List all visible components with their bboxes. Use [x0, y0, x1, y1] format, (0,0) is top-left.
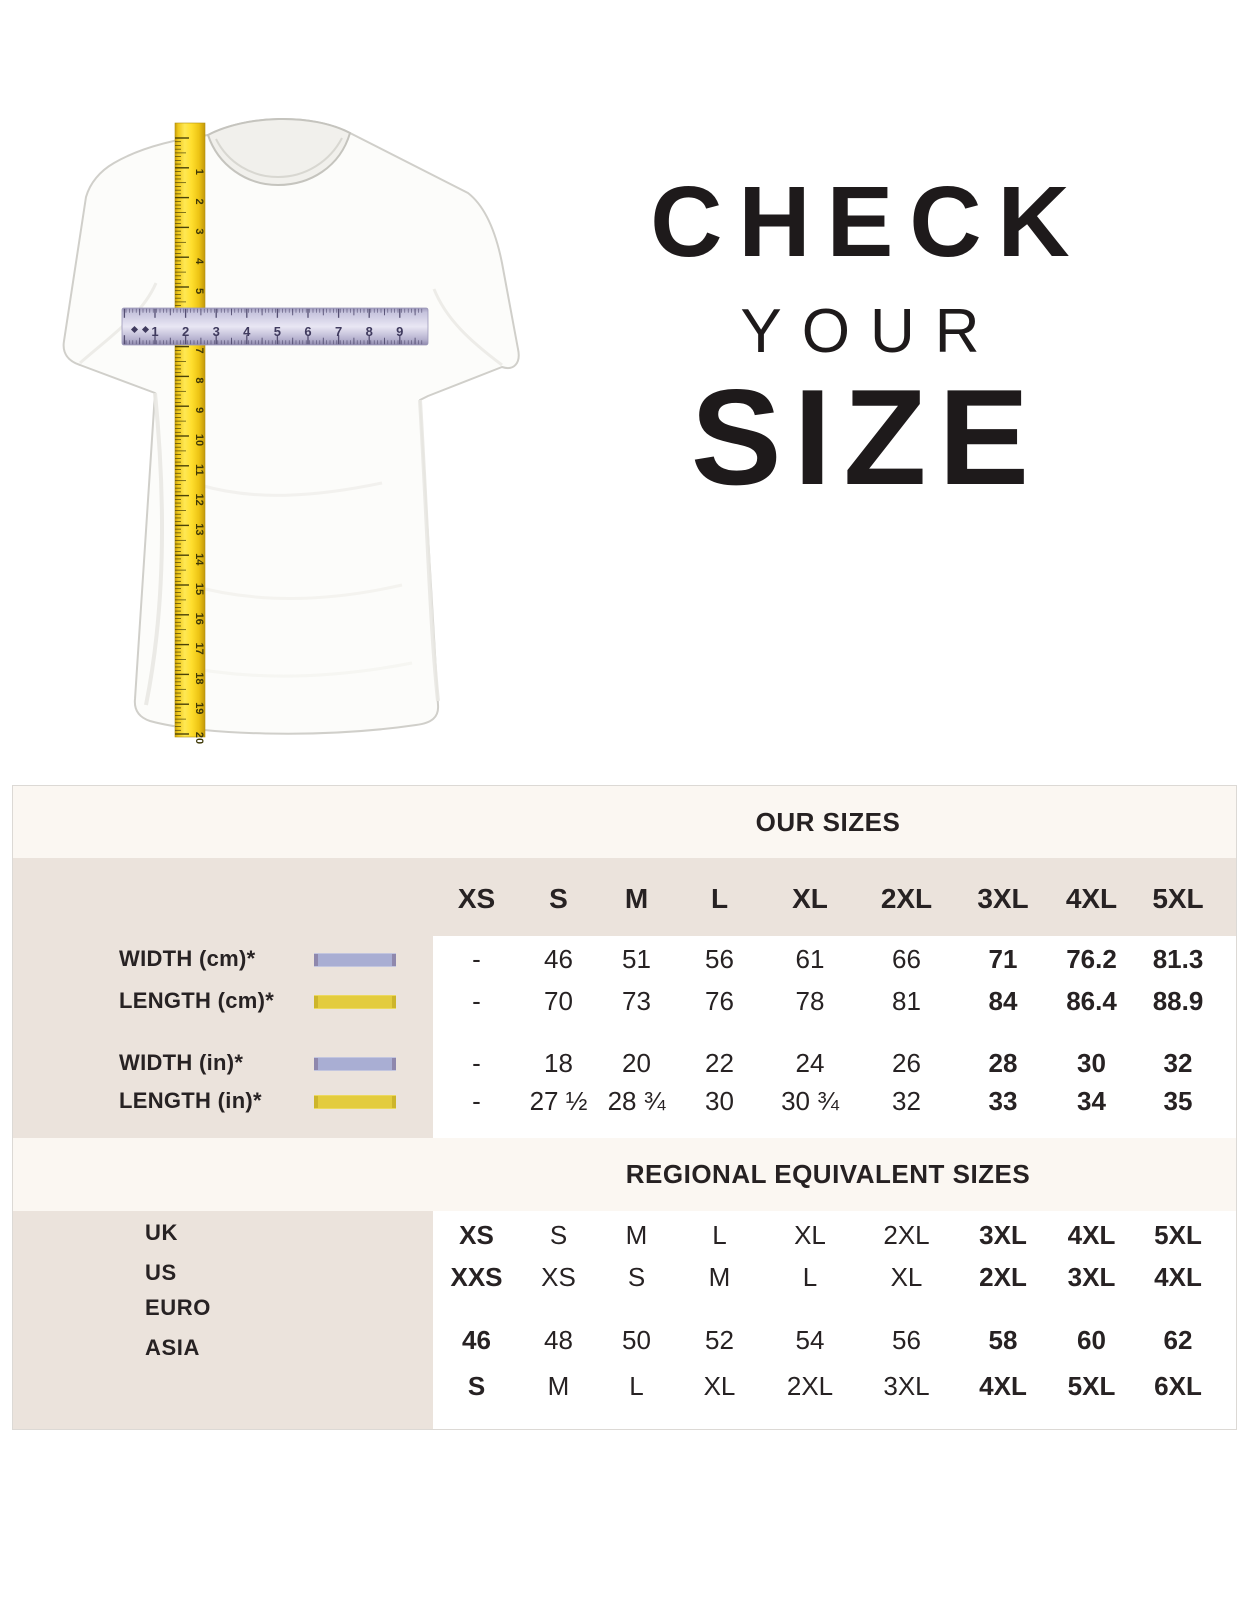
length-in-swatch	[314, 1095, 396, 1109]
size-cell: L	[712, 1219, 727, 1250]
size-cell: 58	[988, 1324, 1018, 1355]
svg-text:5: 5	[273, 324, 282, 339]
size-cell: XL	[890, 1261, 923, 1292]
column-header-5xl: 5XL	[1152, 883, 1204, 914]
svg-text:8: 8	[365, 324, 373, 339]
table-row-asia	[433, 1366, 1223, 1406]
tshirt-graphic	[50, 105, 540, 750]
svg-text:14: 14	[193, 553, 205, 566]
size-cell: 2XL	[979, 1261, 1027, 1292]
svg-text:9: 9	[193, 407, 205, 414]
size-cell: M	[547, 1370, 570, 1401]
headline-check: CHECK	[650, 166, 1086, 278]
size-cell: 66	[892, 943, 921, 974]
size-cell: XS	[459, 1219, 494, 1250]
size-cell: S	[549, 1219, 568, 1250]
size-cell: L	[629, 1370, 644, 1401]
svg-text:1: 1	[193, 168, 205, 175]
size-cell: 71	[988, 943, 1018, 974]
size-cell: XS	[541, 1261, 576, 1292]
vertical-tape-measure-icon	[175, 123, 205, 744]
length-cm-swatch	[314, 995, 396, 1009]
horizontal-ruler-icon	[122, 308, 428, 345]
width-cm-swatch	[314, 953, 396, 967]
svg-text:19: 19	[193, 702, 205, 715]
svg-text:9: 9	[396, 324, 404, 339]
size-chart-table	[12, 785, 1237, 1430]
row-label-width-in: WIDTH (in)*	[119, 1050, 244, 1075]
svg-text:15: 15	[193, 582, 205, 596]
size-cell: 52	[705, 1324, 734, 1355]
size-cell: 78	[795, 985, 825, 1016]
size-cell: 5XL	[1067, 1370, 1116, 1401]
size-cell: -	[472, 1047, 481, 1078]
size-cell: 4XL	[979, 1370, 1027, 1401]
table-row-width-cm	[433, 939, 1223, 979]
column-header-2xl: 2XL	[880, 883, 933, 914]
headline-your: YOUR	[740, 297, 1000, 366]
row-label-width-cm: WIDTH (cm)*	[119, 946, 256, 971]
size-cell: 3XL	[883, 1370, 930, 1401]
size-cell: 84	[988, 985, 1018, 1016]
svg-text:3: 3	[193, 228, 205, 235]
size-cell: S	[467, 1370, 486, 1401]
size-cell: 3XL	[979, 1219, 1027, 1250]
size-cell: 76.2	[1066, 943, 1117, 974]
table-row-length-in	[433, 1081, 1223, 1121]
our-sizes-title: OUR SIZES	[755, 806, 901, 837]
size-cell: 73	[622, 985, 651, 1016]
svg-text:17: 17	[193, 642, 205, 655]
svg-text:7: 7	[334, 324, 343, 339]
size-cell: -	[472, 943, 481, 974]
size-cell: 46	[544, 943, 573, 974]
headline-block	[620, 0, 1100, 760]
svg-text:2: 2	[193, 198, 205, 205]
size-cell: 81	[892, 985, 921, 1016]
column-header-3xl: 3XL	[977, 883, 1029, 914]
size-cell: 48	[544, 1324, 573, 1355]
size-cell: 56	[892, 1324, 921, 1355]
size-cell: 4XL	[1067, 1219, 1116, 1250]
size-cell: 35	[1163, 1085, 1193, 1116]
row-label-asia: ASIA	[145, 1335, 200, 1360]
size-cell: 24	[795, 1047, 825, 1078]
headline-size: SIZE	[690, 361, 1042, 513]
svg-text:16: 16	[193, 612, 205, 625]
table-row-length-cm	[433, 981, 1223, 1021]
size-cell: 81.3	[1152, 943, 1204, 974]
svg-text:3: 3	[212, 324, 220, 339]
tshirt-body	[64, 119, 519, 734]
svg-text:10: 10	[193, 433, 205, 447]
svg-text:5: 5	[193, 287, 205, 295]
row-label-euro: EURO	[145, 1295, 211, 1320]
size-cell: 5XL	[1154, 1219, 1202, 1250]
size-cell: 32	[1163, 1047, 1193, 1078]
table-row-us	[433, 1257, 1223, 1297]
table-row-euro	[433, 1320, 1223, 1360]
svg-text:4: 4	[243, 324, 251, 339]
size-columns-header-row	[433, 879, 1223, 919]
row-label-uk: UK	[145, 1220, 178, 1245]
size-cell: 60	[1077, 1324, 1106, 1355]
size-cell: 56	[705, 943, 734, 974]
column-header-xs: XS	[457, 883, 496, 914]
size-cell: -	[472, 1085, 481, 1116]
column-header-s: S	[549, 883, 568, 914]
size-cell: 76	[705, 985, 734, 1016]
column-header-l: L	[710, 883, 729, 914]
svg-text:18: 18	[193, 672, 205, 685]
column-header-xl: XL	[792, 883, 828, 914]
size-cell: 51	[622, 943, 651, 974]
tshirt-measurement-illustration	[50, 105, 540, 750]
size-cell: 28 ¾	[607, 1085, 666, 1116]
size-cell: 46	[462, 1324, 491, 1355]
size-cell: 22	[705, 1047, 734, 1078]
svg-text:6: 6	[304, 324, 312, 339]
size-cell: 33	[988, 1085, 1018, 1116]
size-cell: 18	[544, 1047, 573, 1078]
size-cell: M	[625, 1219, 648, 1250]
svg-text:1: 1	[151, 324, 159, 339]
size-cell: 70	[544, 985, 573, 1016]
size-cell: -	[472, 985, 481, 1016]
size-cell: XL	[794, 1219, 826, 1250]
size-cell: 54	[795, 1324, 825, 1355]
size-cell: 2XL	[786, 1370, 834, 1401]
width-in-swatch	[314, 1057, 396, 1071]
table-row-uk	[433, 1215, 1223, 1255]
table-row-width-in	[433, 1043, 1223, 1083]
svg-text:11: 11	[193, 463, 205, 476]
size-cell: 27 ½	[529, 1085, 588, 1116]
size-cell: 3XL	[1067, 1261, 1116, 1292]
regional-label-column	[13, 1211, 433, 1429]
size-cell: XL	[703, 1370, 736, 1401]
regional-title: REGIONAL EQUIVALENT SIZES	[625, 1159, 1031, 1189]
size-cell: 62	[1163, 1324, 1193, 1355]
size-cell: S	[627, 1261, 646, 1292]
svg-text:20: 20	[193, 731, 205, 745]
size-cell: 50	[622, 1324, 651, 1355]
svg-text:2: 2	[181, 324, 190, 339]
size-cell: 30	[705, 1085, 734, 1116]
size-cell: 88.9	[1152, 985, 1204, 1016]
size-cell: 32	[892, 1085, 921, 1116]
svg-text:8: 8	[193, 377, 205, 384]
size-cell: 4XL	[1154, 1261, 1202, 1292]
svg-text:12: 12	[193, 493, 205, 506]
svg-text:4: 4	[193, 258, 205, 265]
size-cell: XXS	[450, 1261, 503, 1292]
svg-text:13: 13	[193, 523, 205, 536]
size-cell: 6XL	[1154, 1370, 1202, 1401]
size-cell: 61	[795, 943, 825, 974]
size-cell: 30 ¾	[781, 1085, 839, 1116]
size-cell: L	[802, 1261, 818, 1292]
row-label-length-in: LENGTH (in)*	[119, 1088, 262, 1113]
size-cell: 28	[988, 1047, 1018, 1078]
svg-text:7: 7	[193, 347, 205, 354]
row-label-us: US	[145, 1260, 177, 1285]
size-cell: 2XL	[883, 1219, 930, 1250]
column-header-m: M	[624, 883, 649, 914]
size-cell: 26	[892, 1047, 921, 1078]
size-cell: 20	[622, 1047, 651, 1078]
size-cell: 86.4	[1066, 985, 1117, 1016]
column-header-4xl: 4XL	[1065, 883, 1118, 914]
size-cell: M	[708, 1261, 731, 1292]
size-cell: 30	[1077, 1047, 1106, 1078]
size-cell: 34	[1077, 1085, 1106, 1116]
row-label-length-cm: LENGTH (cm)*	[119, 988, 275, 1013]
